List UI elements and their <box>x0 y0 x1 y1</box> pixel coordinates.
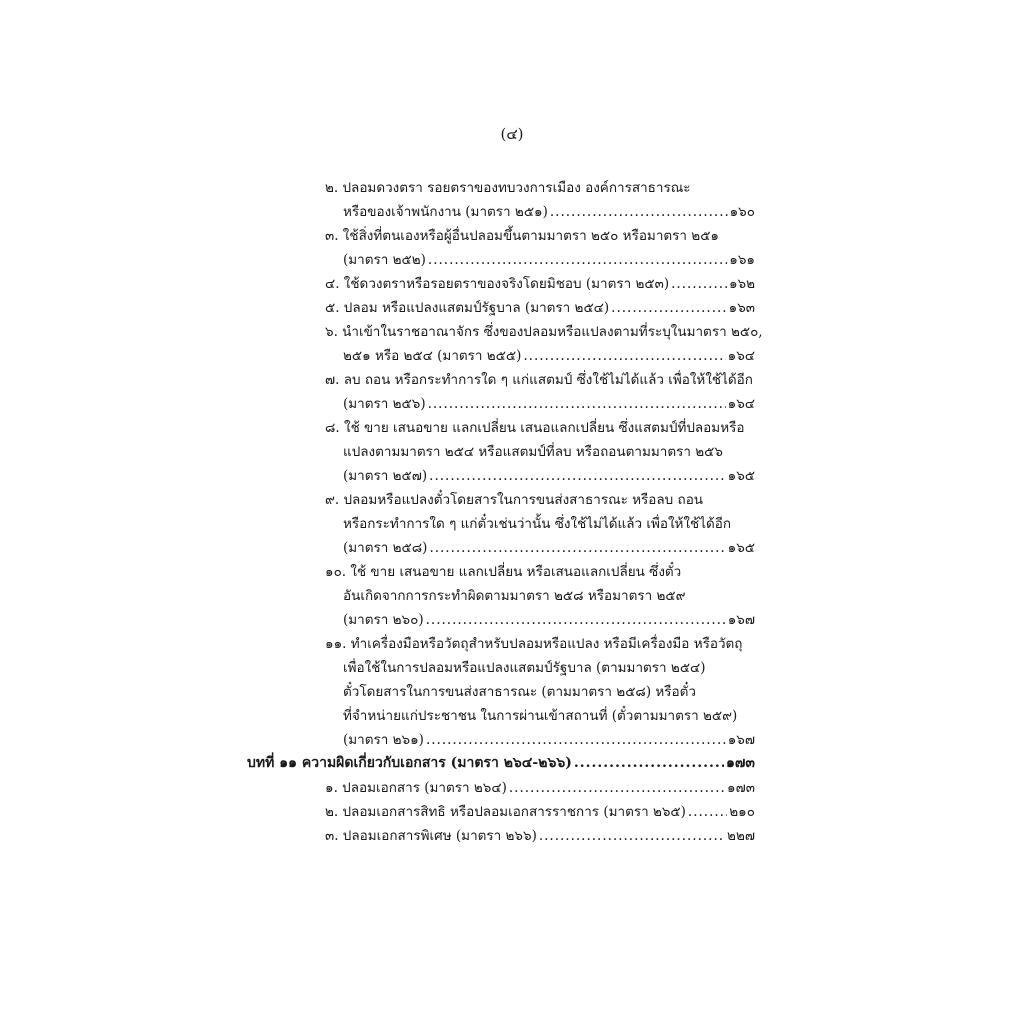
toc-entry-4: ๔. ใช้ดวงตราหรือรอยตราของจริงโดยมิชอบ (มาตรา ๒๕๓) ..... ๑๖๒ <box>325 272 755 294</box>
leader-dots <box>426 732 726 748</box>
toc-entry-8-line-3: (มาตรา ๒๕๗) ..... ๑๖๕ <box>343 464 755 486</box>
toc-entry-7-line-1: ๗. ลบ ถอน หรือกระทำการใด ๆ แก่แสตมป์ ซึ่งใช้ไม่ได้แล้ว เพื่อให้ใช้ได้อีก <box>325 372 753 388</box>
page-ref: ๒๑๐ <box>729 804 755 820</box>
leader-dots <box>539 828 725 844</box>
chapter-entry-3: ๓. ปลอมเอกสารพิเศษ (มาตรา ๒๖๖) ..... ๒๒๗ <box>325 824 755 846</box>
page-ref: ๑๖๔ <box>727 396 755 412</box>
toc-entry-3-line-2: (มาตรา ๒๕๒) ..... ๑๖๑ <box>343 248 755 270</box>
leader-dots <box>671 276 727 292</box>
page-ref: ๑๖๔ <box>727 348 755 364</box>
page-ref: ๑๖๒ <box>728 276 755 292</box>
toc-entry-2-line-1: ๒. ปลอมดวงตรา รอยตราของทบวงการเมือง องค์การสาธารณะ <box>325 180 691 196</box>
leader-dots <box>611 300 726 316</box>
leader-dots <box>509 780 725 796</box>
page-number: (๔) <box>500 125 524 143</box>
toc-entry-11-line-2: เพื่อใช้ในการปลอมหรือแปลงแสตมป์รัฐบาล (ตามมาตรา ๒๕๔) <box>343 660 706 676</box>
toc-entry-7-line-2: (มาตรา ๒๕๖) ..... ๑๖๔ <box>343 392 755 414</box>
toc-entry-10-line-2: อันเกิดจากการกระทำผิดตามมาตรา ๒๕๘ หรือมาตรา ๒๕๙ <box>343 588 686 604</box>
leader-dots <box>429 468 725 484</box>
leader-dots <box>428 396 726 412</box>
chapter-entry-2: ๒. ปลอมเอกสารสิทธิ หรือปลอมเอกสารราชการ (มาตรา ๒๖๕) ..... ๒๑๐ <box>325 800 755 822</box>
page-ref: ๑๖๑ <box>729 252 755 268</box>
toc-entry-2-line-2: หรือของเจ้าพนักงาน (มาตรา ๒๕๑) ..... ๑๖๐ <box>343 200 755 222</box>
toc-entry-5: ๕. ปลอม หรือแปลงแสตมป์รัฐบาล (มาตรา ๒๕๔) ..... ๑๖๓ <box>325 296 755 318</box>
page-ref: ๑๖๐ <box>729 204 755 220</box>
toc-entry-10-line-3: (มาตรา ๒๖๐) ..... ๑๖๗ <box>343 608 755 630</box>
toc-entry-3-line-1: ๓. ใช้สิ่งที่ตนเองหรือผู้อื่นปลอมขึ้นตามมาตรา ๒๕๐ หรือมาตรา ๒๕๑ <box>325 228 719 244</box>
toc-entry-11-line-5: (มาตรา ๒๖๑) ..... ๑๖๗ <box>343 728 755 750</box>
page-ref: ๑๖๕ <box>727 540 755 556</box>
leader-dots <box>523 348 725 364</box>
toc-entry-9-line-1: ๙. ปลอมหรือแปลงตั๋วโดยสารในการขนส่งสาธารณะ หรือลบ ถอน <box>325 492 704 508</box>
toc-entry-6-line-1: ๖. นำเข้าในราชอาณาจักร ซึ่งของปลอมหรือแปลงตามที่ระบุในมาตรา ๒๕๐, <box>325 324 763 340</box>
page-ref: ๑๖๓ <box>728 300 755 316</box>
toc-entry-11-line-1: ๑๑. ทำเครื่องมือหรือวัตถุสำหรับปลอมหรือแปลง หรือมีเครื่องมือ หรือวัตถุ <box>325 636 743 652</box>
toc-entry-11-line-3: ตั๋วโดยสารในการขนส่งสาธารณะ (ตามมาตรา ๒๕๘) หรือตั๋ว <box>343 684 696 700</box>
page-ref: ๑๖๗ <box>727 612 755 628</box>
leader-dots <box>428 252 727 268</box>
toc-entry-8-line-1: ๘. ใช้ ขาย เสนอขาย แลกเปลี่ยน เสนอแลกเปลี่ยน ซึ่งแสตมป์ที่ปลอมหรือ <box>325 420 745 436</box>
leader-dots <box>429 540 725 556</box>
toc-entry-9-line-2: หรือกระทำการใด ๆ แก่ตั๋วเช่นว่านั้น ซึ่งใช้ไม่ได้แล้ว เพื่อให้ใช้ได้อีก <box>343 516 732 532</box>
leader-dots <box>550 204 728 220</box>
toc-entry-10-line-1: ๑๐. ใช้ ขาย เสนอขาย แลกเปลี่ยน หรือเสนอแลกเปลี่ยน ซึ่งตั๋ว <box>325 564 682 580</box>
toc-entry-8-line-2: แปลงตามมาตรา ๒๕๔ หรือแสตมป์ที่ลบ หรือถอนตามมาตรา ๒๕๖ <box>343 444 723 460</box>
page-ref: ๑๖๗ <box>727 732 755 748</box>
chapter-entry-1: ๑. ปลอมเอกสาร (มาตรา ๒๖๔) ..... ๑๗๓ <box>325 776 755 798</box>
page-ref: ๑๖๕ <box>727 468 755 484</box>
page-ref: ๑๗๓ <box>727 780 755 796</box>
page-ref: ๒๒๗ <box>727 828 755 844</box>
page-ref: ๑๗๓ <box>726 755 755 771</box>
toc-entry-11-line-4: ที่จำหน่ายแก่ประชาชน ในการผ่านเข้าสถานที่ (ตั๋วตามมาตรา ๒๕๙) <box>343 708 738 724</box>
leader-dots <box>688 804 727 820</box>
toc-entry-6-line-2: ๒๕๑ หรือ ๒๕๔ (มาตรา ๒๕๕) ..... ๑๖๔ <box>343 344 755 366</box>
leader-dots <box>426 612 726 628</box>
toc-entry-9-line-3: (มาตรา ๒๕๘) ..... ๑๖๕ <box>343 536 755 558</box>
leader-dots <box>574 755 724 771</box>
chapter-heading: บทที่ ๑๑ ความผิดเกี่ยวกับเอกสาร (มาตรา ๒๖๔-๒๖๖) ..... ๑๗๓ <box>247 752 755 774</box>
